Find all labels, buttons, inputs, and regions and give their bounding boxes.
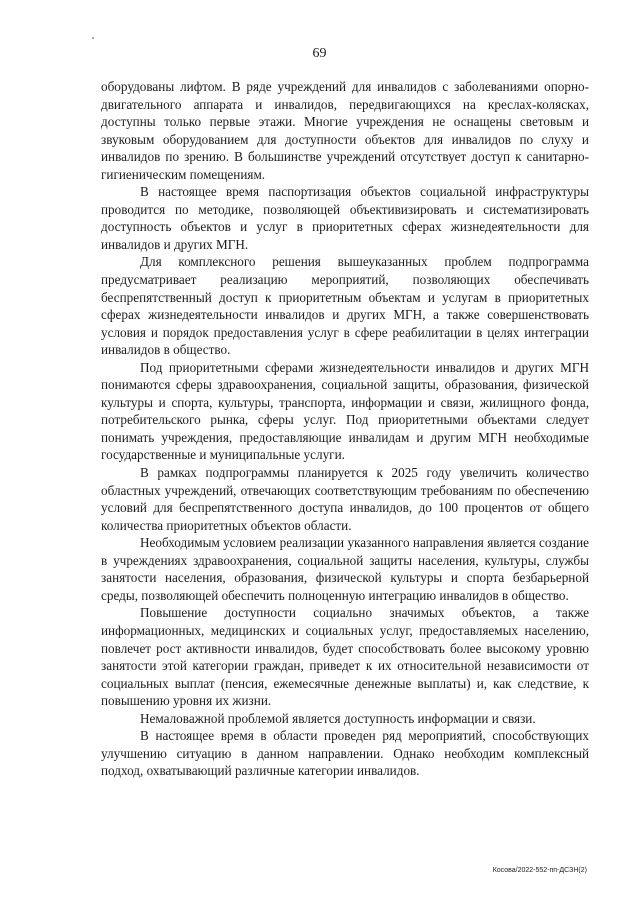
body-text	[101, 78, 589, 780]
paragraph-5: В рамках подпрограммы планируется к 2025 году увеличить количество областных учреждений, отвечающих соответствующим требованиям по обеспечению условий для беспрепятственного доступа инвалидов, до 100 процентов от общего количества приоритетных объектов области.	[101, 465, 589, 533]
paragraph-9: В настоящее время в области проведен ряд мероприятий, способствующих улучшению ситуацию в данном направлении. Однако необходим комплексный подход, охватывающий различные категории инвалидов.	[101, 728, 589, 779]
paragraph-7: Повышение доступности социально значимых объектов, а также информационных, медицинских и социальных услуг, предоставляемых населению, повлечет рост активности инвалидов, будет способствовать более высокому уровню занятости этой категории граждан, приведет к их относительной независимости от социальных выплат (пенсия, ежемесячные денежные выплаты) и, как следствие, к повышению уровня их жизни.	[101, 605, 589, 709]
paragraph-2: В настоящее время паспортизация объектов социальной инфраструктуры проводится по методике, позволяющей объективизировать и систематизировать доступность объектов и услуг в приоритетных сферах жизнедеятельности для инвалидов и других МГН.	[101, 184, 589, 252]
paragraph-1: оборудованы лифтом. В ряде учреждений для инвалидов с заболеваниями опорно-двигательного аппарата и инвалидов, передвигающихся на креслах-колясках, доступны только первые этажи. Многие учреждения не оснащены световым и звуковым оборудованием для доступности объектов для инвалидов по слуху и инвалидов по зрению. В большинстве учреждений отсутствует доступ к санитарно-гигиеническим помещениям.	[101, 79, 589, 182]
paragraph-6: Необходимым условием реализации указанного направления является создание в учреждениях здравоохранения, социальной защиты населения, культуры, службы занятости населения, образования, физической культуры и спорта безбарьерной среды, позволяющей обеспечить полноценную интеграцию инвалидов в общество.	[101, 535, 589, 603]
paragraph-3: Для комплексного решения вышеуказанных проблем подпрограмма предусматривает реализацию мероприятий, позволяющих обеспечивать беспрепятственный доступ к приоритетным объектам и услугам в приоритетных сферах жизнедеятельности инвалидов и других МГН, а также совершенствовать условия и порядок предоставления услуг в сфере реабилитации в целях интеграции инвалидов в общество.	[101, 254, 589, 358]
paragraph-4: Под приоритетными сферами жизнедеятельности инвалидов и других МГН понимаются сферы здравоохранения, социальной защиты, образования, физической культуры и спорта, культуры, транспорта, информации и связи, жилищного фонда, потребительского рынка, сферы услуг. Под приоритетными объектами следует понимать учреждения, предоставляющие инвалидам и другим МГН необходимые государственные и муниципальные услуги.	[101, 359, 589, 463]
scan-speck	[92, 37, 94, 39]
page-number: 69	[312, 46, 327, 61]
paragraph-8: Немаловажной проблемой является доступность информации и связи.	[140, 710, 536, 726]
document-footer-code: Косова/2022-552-пп-ДСЗН(2)	[492, 867, 587, 874]
